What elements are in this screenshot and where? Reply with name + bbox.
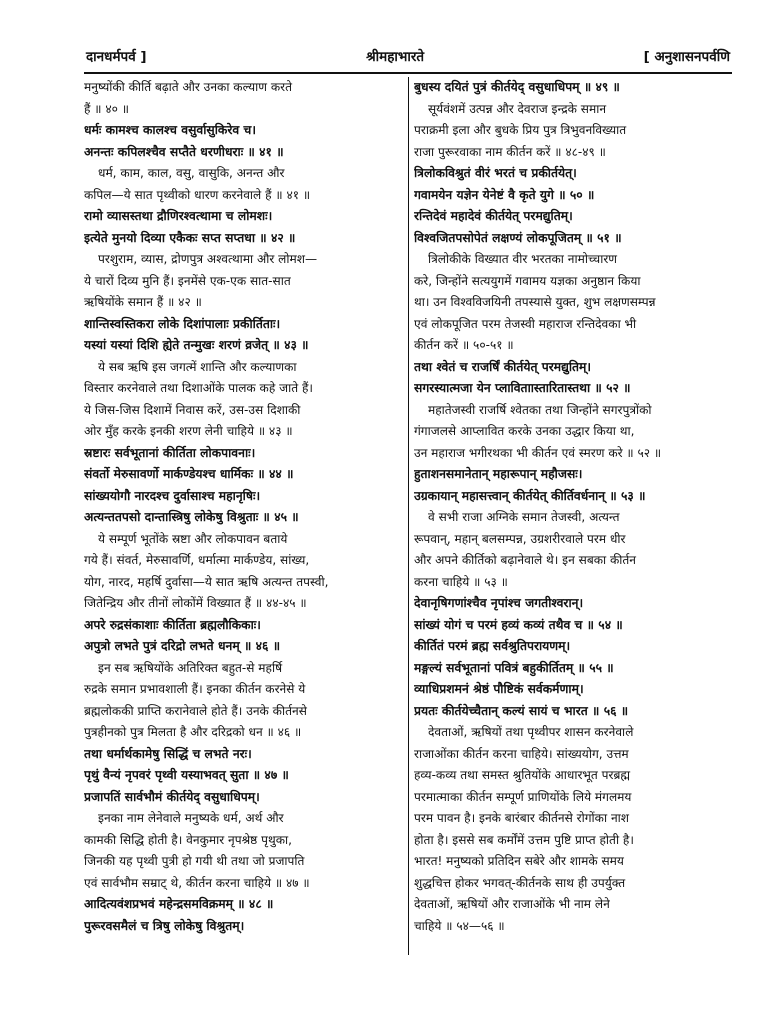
translation-line: इन सब ऋषियोंके अतिरिक्त बहुत-से महर्षि xyxy=(98,660,283,675)
translation-line: सूर्यवंशमें उत्पन्न और देवराज इन्द्रके समान xyxy=(428,101,607,116)
verse-line: इत्येते मुनयो दिव्या एकैकः सप्त सप्तधा ॥ ४२ ॥ xyxy=(84,230,296,245)
verse-line: आदित्यवंशप्रभवं महेन्द्रसमविक्रमम् ॥ ४८ ॥ xyxy=(84,897,274,911)
translation-line: ये सम्पूर्ण भूतोंके स्रष्टा और लोकपावन बताये xyxy=(98,531,288,546)
translation-line: रूपवान्, महान् बलसम्पन्न, उग्रशरीरवाले परम धीर xyxy=(414,531,626,546)
verse-line: विश्वजितपसोपेतं लक्षण्यं लोकपूजितम् ॥ ५१ ॥ xyxy=(414,230,622,245)
verse-line: रन्तिदेवं महादेवं कीर्तयेत् परमद्युतिम्। xyxy=(414,209,573,223)
translation-line: एवं लोकपूजित परम तेजस्वी महाराज रन्तिदेवका भी xyxy=(414,316,637,331)
translation-line: उन महाराज भगीरथका भी कीर्तन एवं स्मरण करे ॥ ५२ ॥ xyxy=(414,445,662,460)
translation-line: एवं सार्वभौम सम्राट् थे, कीर्तन करना चाहिये ॥ ४७ ॥ xyxy=(84,875,310,890)
verse-line: सांख्ययोगौ नारदश्च दुर्वासाश्च महानृषिः। xyxy=(84,488,261,503)
translation-line: गये हैं। संवर्त, मेरुसावर्णि, धर्मात्मा मार्कण्डेय, सांख्य, xyxy=(84,553,310,567)
verse-line: कीर्तितं परमं ब्रह्म सर्वश्रुतिपरायणम्। xyxy=(414,639,571,653)
translation-line: वे सभी राजा अग्निके समान तेजस्वी, अत्यन्त xyxy=(428,510,620,524)
translation-line: ये सब ऋषि इस जगत्में शान्ति और कल्याणका xyxy=(98,359,297,374)
verse-line: संवर्तो मेरुसावर्णो मार्कण्डेयश्च धार्मिकः ॥ ४४ ॥ xyxy=(84,467,294,481)
verse-line: तथा श्वेतं च राजर्षिं कीर्तयेत् परमद्युतिम्। xyxy=(414,359,592,374)
verse-line: पुरूरवसमैलं च त्रिषु लोकेषु विश्रुतम्। xyxy=(84,918,245,933)
translation-line: राजा पुरूरवाका नाम कीर्तन करें ॥ ४८-४९ ॥ xyxy=(414,144,606,159)
translation-line: ब्रह्मलोककी प्राप्ति करानेवाले होते हैं। उनके कीर्तनसे xyxy=(84,703,307,718)
verse-line: त्रिलोकविश्रुतं वीरं भरतं च प्रकीर्तयेत्। xyxy=(414,166,577,180)
verse-line: बुधस्य दयितं पुत्रं कीर्तयेद् वसुधाधिपम् ॥ ४९ ॥ xyxy=(414,80,620,94)
translation-line: और अपने कीर्तिको बढ़ानेवाले थे। इन सबका कीर्तन xyxy=(414,553,637,567)
translation-line: रुद्रके समान प्रभावशाली हैं। इनका कीर्तन करनेसे ये xyxy=(84,682,306,696)
translation-line: गंगाजलसे आप्लावित करके उनका उद्धार किया था, xyxy=(414,424,635,438)
translation-line: राजाओंका कीर्तन करना चाहिये। सांख्ययोग, उत्तम xyxy=(414,746,629,761)
verse-line: पृथुं वैन्यं नृपवरं पृथ्वी यस्याभवत् सुता ॥ ४७ ॥ xyxy=(84,768,289,782)
translation-line: परशुराम, व्यास, द्रोणपुत्र अश्वत्थामा और लोमश— xyxy=(98,252,318,266)
verse-line: यस्यां यस्यां दिशि ह्येते तन्मुखः शरणं व्रजेत् ॥ ४३ ॥ xyxy=(84,338,309,352)
verse-line: सांख्यं योगं च परमं हव्यं कव्यं तथैव च ॥ ५४ ॥ xyxy=(414,617,623,632)
header-left-section: दानधर्मपर्व ] xyxy=(86,49,147,65)
translation-line: देवताओं, ऋषियों और राजाओंके भी नाम लेने xyxy=(414,897,610,911)
header-book-title: श्रीमहाभारते xyxy=(366,49,425,65)
verse-line: गवामयेन यज्ञेन येनेष्टं वै कृते युगे ॥ ५० ॥ xyxy=(414,187,595,202)
translation-line: परम पावन है। इनके बारंबार कीर्तनसे रोगोंका नाश xyxy=(414,811,630,825)
translation-line: देवताओं, ऋषियों तथा पृथ्वीपर शासन करनेवाले xyxy=(428,725,634,739)
verse-line: रामो व्यासस्तथा द्रौणिरश्वत्थामा च लोमशः। xyxy=(84,209,273,223)
verse-line: अत्यन्ततपसो दान्तास्त्रिषु लोकेषु विश्रुताः ॥ ४५ ॥ xyxy=(84,510,299,524)
translation-line: त्रिलोकीके विख्यात वीर भरतका नामोच्चारण xyxy=(428,252,618,266)
verse-line: व्याधिप्रशमनं श्रेष्ठं पौष्टिकं सर्वकर्मणाम्। xyxy=(414,682,584,696)
verse-line: उग्रकायान् महासत्त्वान् कीर्तयेत् कीर्तिवर्धनान् ॥ ५३ ॥ xyxy=(414,488,646,503)
verse-line: मङ्गल्यं सर्वभूतानां पवित्रं बहुकीर्तितम् ॥ ५५ ॥ xyxy=(414,660,614,675)
right-column xyxy=(414,77,732,937)
verse-line: अपुत्रो लभते पुत्रं दरिद्रो लभते धनम् ॥ ४६ ॥ xyxy=(84,639,281,653)
translation-line: ये जिस-जिस दिशामें निवास करें, उस-उस दिशाकी xyxy=(84,402,301,417)
translation-line: करना चाहिये ॥ ५३ ॥ xyxy=(414,574,508,589)
translation-line: योग, नारद, महर्षि दुर्वासा—ये सात ऋषि अत्यन्त तपस्वी, xyxy=(84,574,329,589)
text-columns xyxy=(84,77,732,937)
translation-line: जिनकी यह पृथ्वी पुत्री हो गयी थी तथा जो प्रजापति xyxy=(84,854,305,868)
translation-line: महातेजस्वी राजर्षि श्वेतका तथा जिन्होंने सगरपुत्रोंको xyxy=(428,402,652,417)
translation-line: ये चारों दिव्य मुनि हैं। इनमेंसे एक-एक सात-सात xyxy=(84,273,291,288)
verse-line: हुताशनसमानेतान् महारूपान् महौजसः। xyxy=(414,467,583,481)
verse-line: अपरे रुद्रसंकाशाः कीर्तिता ब्रह्मलौकिकाः। xyxy=(84,617,261,632)
verse-line: स्रष्टारः सर्वभूतानां कीर्तिता लोकपावनाः। xyxy=(84,445,256,460)
verse-line: प्रयतः कीर्तयेच्चैतान् कल्यं सायं च भारत ॥ ५६ ॥ xyxy=(414,703,629,718)
page xyxy=(84,46,732,937)
column-divider xyxy=(408,77,409,955)
translation-line: चाहिये ॥ ५४—५६ ॥ xyxy=(414,918,505,933)
translation-line: पुत्रहीनको पुत्र मिलता है और दरिद्रको धन ॥ ४६ ॥ xyxy=(84,725,302,739)
translation-line: परमात्माका कीर्तन सम्पूर्ण प्राणियोंके लिये मंगलमय xyxy=(414,789,632,804)
verse-line: प्रजापतिं सार्वभौमं कीर्तयेद् वसुधाधिपम्। xyxy=(84,789,260,804)
translation-line: हव्य-कव्य तथा समस्त श्रुतियोंके आधारभूत परब्रह्म xyxy=(414,768,631,782)
verse-line: सगरस्यात्मजा येन प्लाविताास्तारितास्तथा ॥ ५२ ॥ xyxy=(414,381,631,395)
verse-line: देवानृषिगणांश्चैव नृपांश्च जगतीश्वरान्। xyxy=(414,596,584,610)
header-right-section: [ अनुशासनपर्वणि xyxy=(643,49,730,65)
verse-line: तथा धर्मार्थकामेषु सिद्धिं च लभते नरः। xyxy=(84,746,252,761)
translation-line: कपिल—ये सात पृथ्वीको धारण करनेवाले हैं ॥ ४१ ॥ xyxy=(84,187,311,202)
translation-line: भारत! मनुष्यको प्रतिदिन सबेरे और शामके समय xyxy=(414,854,624,868)
translation-line: जितेन्द्रिय और तीनों लोकोंमें विख्यात हैं ॥ ४४-४५ ॥ xyxy=(84,596,307,610)
verse-line: अनन्तः कपिलश्चैव सप्तैते धरणीधराः ॥ ४१ ॥ xyxy=(84,144,284,159)
translation-line: कीर्तन करें ॥ ५०-५१ ॥ xyxy=(414,338,514,352)
translation-line: पराक्रमी इला और बुधके प्रिय पुत्र त्रिभुवनविख्यात xyxy=(414,123,627,137)
translation-line: ओर मुँह करके इनकी शरण लेनी चाहिये ॥ ४३ ॥ xyxy=(84,424,293,438)
running-header xyxy=(84,46,732,74)
translation-line: इनका नाम लेनेवाले मनुष्यके धर्म, अर्थ और xyxy=(98,811,284,825)
translation-line: हैं ॥ ४० ॥ xyxy=(84,101,130,116)
translation-line: ऋषियोंके समान हैं ॥ ४२ ॥ xyxy=(84,295,202,309)
translation-line: होता है। इससे सब कर्मोंमें उत्तम पुष्टि प्राप्त होती है। xyxy=(414,832,634,847)
translation-line: शुद्धचित्त होकर भगवत्-कीर्तनके साथ ही उपर्युक्त xyxy=(414,875,626,890)
translation-line: करे, जिन्होंने सत्ययुगमें गवामय यज्ञका अनुष्ठान किया xyxy=(414,273,641,288)
translation-line: धर्म, काम, काल, वसु, वासुकि, अनन्त और xyxy=(98,166,285,180)
verse-line: शान्तिस्वस्तिकरा लोके दिशांपालाः प्रकीर्तिताः। xyxy=(84,316,281,331)
left-column xyxy=(84,77,402,937)
translation-line: मनुष्योंकी कीर्ति बढ़ाते और उनका कल्याण करते xyxy=(84,80,292,94)
translation-line: विस्तार करनेवाले तथा दिशाओंके पालक कहे जाते हैं। xyxy=(84,381,313,395)
translation-line: था। उन विश्वविजयिनी तपस्यासे युक्त, शुभ लक्षणसम्पन्न xyxy=(414,295,656,309)
translation-line: कामकी सिद्धि होती है। वेनकुमार नृपश्रेष्ठ पृथुका, xyxy=(84,832,292,847)
verse-line: धर्मः कामश्च कालश्च वसुर्वासुकिरेव च। xyxy=(84,123,256,137)
